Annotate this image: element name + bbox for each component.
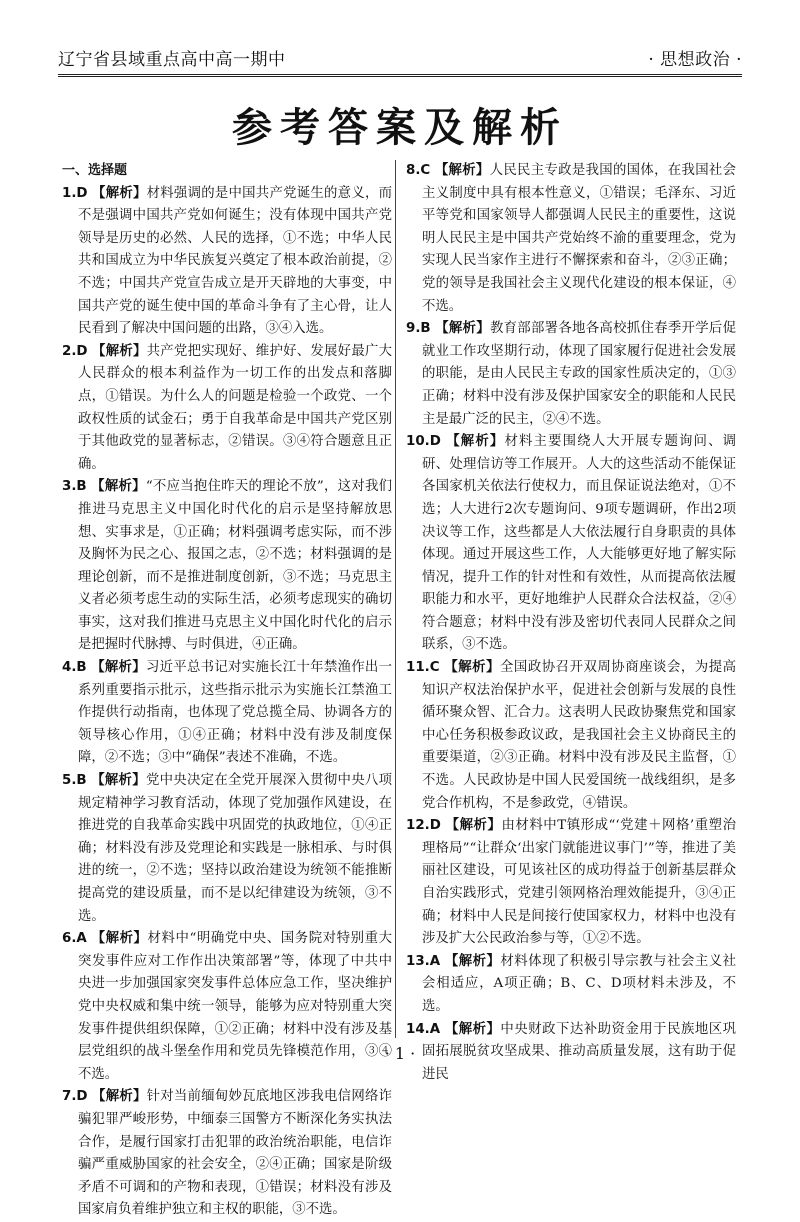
section-title: 一、选择题 xyxy=(62,163,128,178)
analysis-tag: 【解析】 xyxy=(434,163,490,178)
answer-number: 2.D xyxy=(62,343,88,359)
answer-text: 教育部部署各地各高校抓住春季开学后促就业工作攻坚期行动，体现了国家履行促进社会发展的职能，是由人民民主专政的国家性质决定的，①③正确；材料中没有涉及保护国家安全的职能和人民民主是最广泛的民主，②④不选。 xyxy=(422,321,737,427)
answer-item xyxy=(62,770,392,928)
analysis-tag: 【解析】 xyxy=(445,818,502,834)
answer-number: 3.B xyxy=(62,479,87,495)
answer-item xyxy=(62,341,392,477)
answer-number: 12.D xyxy=(406,818,441,834)
analysis-tag: 【解析】 xyxy=(446,434,505,450)
page-number: · 1 · xyxy=(384,1044,416,1063)
answer-text: “不应当抱住昨天的理论不放”，这对我们推进马克思主义中国化时代化的启示是坚持解放思想、实事求是，①正确；材料强调考虑实际，而不涉及胸怀为民之心、报国之志，②不选；材料强调的是理论创新，而不是推进制度创新，③不选；马克思主义者必须考虑生动的实际生活，必须考虑现实的确切事实，这对我们推进马克思主义中国化时代化的启示是把握时代脉搏、与时俱进，④正确。 xyxy=(78,479,392,653)
answer-item xyxy=(62,476,392,657)
answer-text: 习近平总书记对实施长江十年禁渔作出一系列重要指示批示，这些指示批示为实施长江禁渔工作提供行动指南，也体现了党总揽全局、协调各方的领导核心作用，①④正确；材料中没有涉及制度保障，②不选；③中“确保”表述不准确，不选。 xyxy=(78,660,393,766)
answer-item xyxy=(62,183,392,341)
answer-text: 全国政协召开双周协商座谈会，为提高知识产权法治保护水平，促进社会创新与发展的良性循环聚众智、汇合力。这表明人民政协聚焦党和国家中心任务积极参政议政，是我国社会主义协商民主的重要渠道，②③正确。材料中没有涉及民主监督，①不选。人民政协是中国人民爱国统一战线组织，是多党合作机构，不是参政党，④错误。 xyxy=(422,660,736,811)
answer-text: 共产党把实现好、维护好、发展好最广大人民群众的根本利益作为一切工作的出发点和落脚点，①错误。为什么人的问题是检验一个政党、一个政权性质的试金石；勇于自我革命是中国共产党区别于其他政党的显著标志，②错误。③④符合题意且正确。 xyxy=(78,343,393,472)
answer-text: 由材料中T镇形成“‘党建＋网格’重塑治理格局”“让群众‘出家门就能进议事门’”等，推进了美丽社区建设，可见该社区的成功得益于创新基层群众自治实践形式，党建引领网格治理效能提升，③④正确；材料中人民是间接行使国家权力，材料中也没有涉及扩大公民政治参与等，①②不选。 xyxy=(422,818,736,947)
column-divider xyxy=(395,160,396,1038)
answer-text: 材料中“明确党中央、国务院对特别重大突发事件应对工作作出决策部署”等，体现了中共中央进一步加强国家突发事件总体应急工作，坚决维护党中央权威和集中统一领导，能够为应对特别重大突发事件提供组织保障，①②正确；材料中没有涉及基层党组织的战斗堡垒作用和党员先锋模范作用，③④不选。 xyxy=(78,931,392,1082)
page-title: 参考答案及解析 xyxy=(232,105,568,151)
header-right: · 思想政治 · xyxy=(648,50,742,70)
answer-item xyxy=(406,657,736,815)
answer-item xyxy=(406,431,736,657)
answer-number: 10.D xyxy=(406,434,441,450)
page-header xyxy=(58,40,742,75)
answer-number: 14.A xyxy=(406,1021,441,1037)
answer-number: 5.B xyxy=(62,773,87,789)
header-rule xyxy=(58,76,742,77)
answer-text: 材料强调的是中国共产党诞生的意义，而不是强调中国共产党如何诞生；没有体现中国共产党领导是历史的必然、人民的选择，①不选；中华人民共和国成立为中华民族复兴奠定了根本政治前提，②不选；中国共产党宣告成立是开天辟地的大事变，中国共产党的诞生使中国的革命斗争有了主心骨，让人民看到了解决中国问题的出路，③④入选。 xyxy=(78,185,393,337)
answer-number: 7.D xyxy=(62,1089,88,1105)
header-left: 辽宁省县域重点高中高一期中 xyxy=(58,50,286,70)
answer-number: 1.D xyxy=(62,185,88,201)
answer-number: 4.B xyxy=(62,660,87,676)
right-column xyxy=(406,160,736,1086)
analysis-tag: 【解析】 xyxy=(92,185,147,201)
analysis-tag: 【解析】 xyxy=(91,773,146,789)
analysis-tag: 【解析】 xyxy=(444,1021,501,1037)
analysis-tag: 【解析】 xyxy=(91,479,146,495)
answer-text: 党中央决定在全党开展深入贯彻中央八项规定精神学习教育活动，体现了党加强作风建设，在推进党的自我革命实践中巩固党的执政地位，①④正确；材料没有涉及党理论和实践是一脉相承、与时俱进的统一，②不选；坚持以政治建设为统领不能推断提高党的建设质量，而不是以纪律建设为统领，③不选。 xyxy=(78,773,393,924)
answer-item xyxy=(406,318,736,431)
answer-item xyxy=(406,815,736,951)
answer-item xyxy=(406,160,736,318)
analysis-tag: 【解析】 xyxy=(444,660,500,676)
answer-text: 材料主要围绕人大开展专题询问、调研、处理信访等工作展开。人大的这些活动不能保证各国家机关依法行使权力，而且保证说法绝对，①不选；人大进行2次专题询问、9项专题调研，作出2项决议等工作，这些都是人大依法履行自身职责的具体体现。通过开展这些工作，人大能够更好地了解实际情况，提升工作的针对性和有效性，从而提高依法履职能力和水平，更好地维护人民群众合法权益，②④符合题意；材料中没有涉及密切代表同人民群众之间联系，③不选。 xyxy=(422,434,737,653)
answer-text: 人民民主专政是我国的国体，在我国社会主义制度中具有根本性意义，①错误；毛泽东、习近平等党和国家领导人都强调人民民主的重要性，这说明人民民主是中国共产党始终不渝的重要理念，党为实现人民当家作主进行不懈探索和奋斗，②③正确；党的领导是我国社会主义现代化建设的根本保证，④不选。 xyxy=(422,163,737,314)
answer-number: 13.A xyxy=(406,953,441,969)
answer-item xyxy=(62,1086,392,1222)
answer-item xyxy=(62,657,392,770)
analysis-tag: 【解析】 xyxy=(444,953,501,969)
answer-number: 8.C xyxy=(406,163,431,178)
answer-text: 材料体现了积极引导宗教与社会主义社会相适应，A项正确；B、C、D项材料未涉及，不选。 xyxy=(422,953,737,1014)
answer-number: 9.B xyxy=(406,321,431,337)
answer-text: 中央财政下达补助资金用于民族地区巩固拓展脱贫攻坚成果、推动高质量发展，这有助于促进民 xyxy=(422,1021,737,1082)
answer-item xyxy=(406,951,736,1019)
answer-text: 针对当前缅甸妙瓦底地区涉我电信网络诈骗犯罪严峻形势，中缅泰三国警方不断深化务实执法合作，是履行国家打击犯罪的政治统治职能，电信诈骗严重威胁国家的社会安全，②④正确；国家是阶级矛盾不可调和的产物和表现，①错误；材料没有涉及国家肩负着维护独立和主权的职能，③不选。 xyxy=(78,1089,393,1218)
analysis-tag: 【解析】 xyxy=(435,321,490,337)
answer-number: 6.A xyxy=(62,931,87,947)
analysis-tag: 【解析】 xyxy=(92,1089,147,1105)
analysis-tag: 【解析】 xyxy=(92,343,147,359)
analysis-tag: 【解析】 xyxy=(91,660,146,676)
answer-number: 11.C xyxy=(406,660,440,676)
analysis-tag: 【解析】 xyxy=(91,931,148,947)
